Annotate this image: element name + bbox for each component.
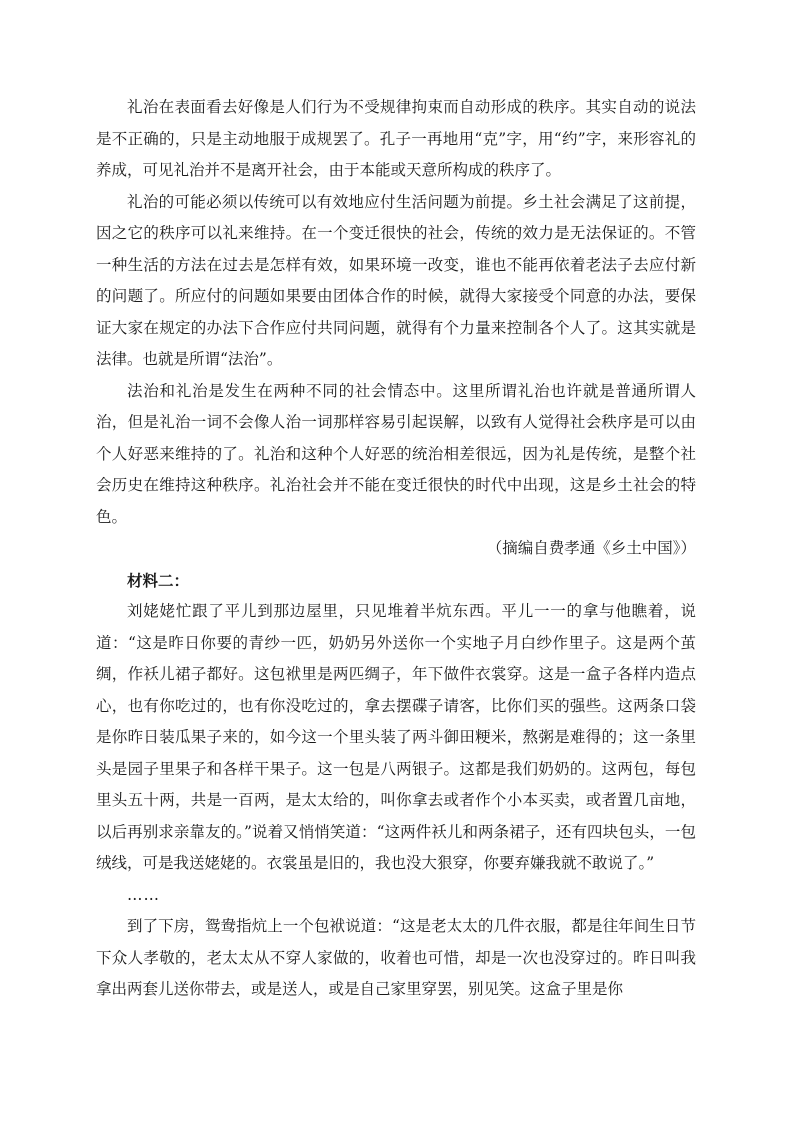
document-body (96, 92, 696, 1006)
paragraph-yuanyang: 到了下房，鸳鸯指炕上一个包袱说道：“这是老太太的几件衣服，都是往年间生日节下众人孝敬的，老太太从不穿人家做的，收着也可惜，却是一次也没穿过的。昨日叫我拿出两套儿送你带去，或是送人，或是自己家里穿罢，别见笑。这盒子里是你 (96, 917, 696, 998)
paragraph-liu-laolao: 刘姥姥忙跟了平儿到那边屋里，只见堆着半炕东西。平儿一一的拿与他瞧着，说道：“这是昨日你要的青纱一匹，奶奶另外送你一个实地子月白纱作里子。这是两个茧绸，作袄儿裙子都好。这包袱里是两匹绸子，年下做件衣裳穿。这是一盒子各样内造点心，也有你吃过的，也有你没吃过的，拿去摆碟子请客，比你们买的强些。这两条口袋是你昨日装瓜果子来的，如今这一个里头装了两斗御田粳米，熬粥是难得的；这一条里头是园子里果子和各样干果子。这一包是八两银子。这都是我们奶奶的。这两包，每包里头五十两，共是一百两，是太太给的，叫你拿去或者作个小本买卖，或者置几亩地，以后再别求亲靠友的。”说着又悄悄笑道：“这两件袄儿和两条裙子，还有四块包头，一包绒线，可是我送姥姥的。衣裳虽是旧的，我也没大狠穿，你要弃嫌我就不敢说了。” (96, 602, 696, 872)
paragraph-li-zhi-premise: 礼治的可能必须以传统可以有效地应付生活问题为前提。乡土社会满足了这前提，因之它的秩序可以礼来维持。在一个变迁很快的社会，传统的效力是无法保证的。不管一种生活的方法在过去是怎样有效，如果环境一改变，谁也不能再依着老法子去应付新的问题了。所应付的问题如果要由团体合作的时候，就得大家接受个同意的办法，要保证大家在规定的办法下合作应付共同问题，就得有个力量来控制各个人了。这其实就是法律。也就是所谓“法治”。 (96, 192, 696, 368)
material2-heading: 材料二： (127, 570, 190, 590)
source-citation: （摘编自费孝通《乡土中国》） (486, 539, 696, 557)
paragraph-fa-zhi-li-zhi: 法治和礼治是发生在两种不同的社会情态中。这里所谓礼治也许就是普通所谓人治，但是礼治一词不会像人治一词那样容易引起误解，以致有人觉得社会秩序是可以由个人好恶来维持的了。礼治和这种个人好恶的统治相差很远，因为礼是传统，是整个社会历史在维持这种秩序。礼治社会并不能在变迁很快的时代中出现，这是乡土社会的特色。 (96, 381, 696, 526)
ellipsis-separator: …… (127, 885, 160, 904)
paragraph-li-zhi-intro: 礼治在表面看去好像是人们行为不受规律拘束而自动形成的秩序。其实自动的说法是不正确的，只是主动地服于成规罢了。孔子一再地用“克”字，用“约”字，来形容礼的养成，可见礼治并不是离开社会，由于本能或天意所构成的秩序了。 (96, 98, 696, 179)
